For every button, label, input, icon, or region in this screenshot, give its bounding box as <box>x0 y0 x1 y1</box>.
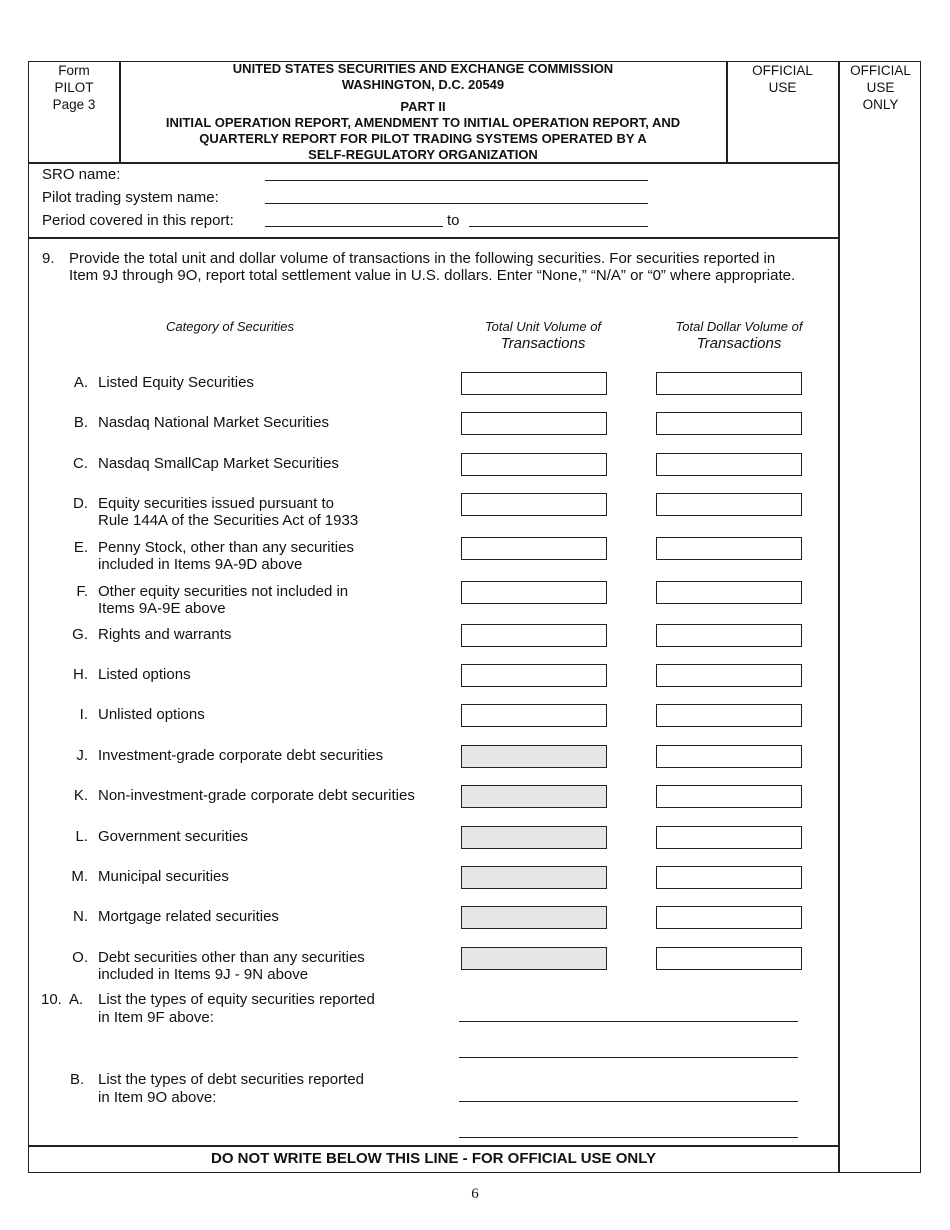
unit-volume-field[interactable] <box>461 372 607 395</box>
item-label: Nasdaq National Market Securities <box>98 414 329 431</box>
item-letter: O. <box>72 949 88 966</box>
question-9-number: 9. <box>42 250 55 267</box>
item-label: Government securities <box>98 828 249 845</box>
item-label: Mortgage related securities <box>98 908 279 925</box>
official-use-rule <box>28 1145 839 1147</box>
dollar-volume-field[interactable] <box>656 624 802 647</box>
agency-name: UNITED STATES SECURITIES AND EXCHANGE COMMISSION <box>232 61 614 76</box>
item-letter: M. <box>71 868 88 885</box>
sro-name-label: SRO name: <box>42 166 121 183</box>
dollar-volume-field[interactable] <box>656 745 802 768</box>
unit-volume-field[interactable] <box>461 493 607 516</box>
unit-volume-field[interactable] <box>461 624 607 647</box>
unit-volume-field[interactable] <box>461 537 607 560</box>
pilot-system-field[interactable] <box>265 203 648 204</box>
dollar-volume-field[interactable] <box>656 493 802 516</box>
form-label: Form PILOT Page 3 <box>52 63 96 112</box>
unit-volume-field[interactable] <box>461 745 607 768</box>
unit-volume-field[interactable] <box>461 906 607 929</box>
item-label: Listed options <box>98 666 191 683</box>
agency-city: WASHINGTON, D.C. 20549 <box>341 77 505 92</box>
item-label: Listed Equity Securities <box>98 374 254 391</box>
official-use-label: OFFICIAL USE <box>752 63 813 95</box>
question-10b-answer-line-1[interactable] <box>459 1101 798 1102</box>
question-10b-letter: B. <box>70 1071 85 1088</box>
item-label: Debt securities other than any securities included in Items 9J - 9N above <box>98 949 365 983</box>
unit-volume-field[interactable] <box>461 947 607 970</box>
official-use-only-label: OFFICIAL USE ONLY <box>850 63 911 112</box>
item-letter: N. <box>73 908 88 925</box>
question-10b-text: List the types of debt securities reported in Item 9O above: <box>98 1071 364 1106</box>
title-line-1: INITIAL OPERATION REPORT, AMENDMENT TO INITIAL OPERATION REPORT, AND <box>165 115 681 130</box>
dollar-volume-field[interactable] <box>656 453 802 476</box>
unit-volume-field[interactable] <box>461 704 607 727</box>
unit-volume-field[interactable] <box>461 664 607 687</box>
dollar-volume-field[interactable] <box>656 372 802 395</box>
unit-volume-field[interactable] <box>461 453 607 476</box>
item-label: Rights and warrants <box>98 626 232 643</box>
sro-name-field[interactable] <box>265 180 648 181</box>
unit-volume-field[interactable] <box>461 412 607 435</box>
dollar-volume-field[interactable] <box>656 785 802 808</box>
form-title-block <box>120 61 726 163</box>
item-letter: H. <box>73 666 88 683</box>
dollar-volume-field[interactable] <box>656 866 802 889</box>
info-bottom-rule <box>28 237 839 239</box>
dollar-volume-field[interactable] <box>656 537 802 560</box>
unit-volume-field[interactable] <box>461 826 607 849</box>
page-number: 6 <box>471 1186 479 1202</box>
item-letter: B. <box>73 414 88 431</box>
pilot-system-label: Pilot trading system name: <box>42 189 219 206</box>
question-10-number: 10. <box>41 991 62 1008</box>
item-label: Municipal securities <box>98 868 229 885</box>
item-letter: F. <box>76 583 88 600</box>
item-letter: C. <box>73 455 88 472</box>
unit-volume-field[interactable] <box>461 785 607 808</box>
dollar-volume-field[interactable] <box>656 664 802 687</box>
item-letter: E. <box>73 539 88 556</box>
question-9-text: Provide the total unit and dollar volume of transactions in the following securities. For securities reported in Item 9J through 9O, report total settlement value in U.S. dollars. Enter “None,” “N/A” or “0” where appropriate. <box>69 250 796 284</box>
item-label: Equity securities issued pursuant to Rule 144A of the Securities Act of 1933 <box>98 495 359 529</box>
item-letter: G. <box>72 626 88 643</box>
item-label: Nasdaq SmallCap Market Securities <box>98 455 339 472</box>
question-10a-answer-line-2[interactable] <box>459 1057 798 1058</box>
item-letter: L. <box>75 828 88 845</box>
dollar-volume-field[interactable] <box>656 906 802 929</box>
question-10a-text: List the types of equity securities reported in Item 9F above: <box>98 991 375 1026</box>
column-header-dollar-volume: Total Dollar Volume of Transactions <box>675 319 803 352</box>
period-label: Period covered in this report: <box>42 212 234 229</box>
unit-volume-field[interactable] <box>461 581 607 604</box>
item-label: Penny Stock, other than any securities included in Items 9A-9D above <box>98 539 354 573</box>
dollar-volume-field[interactable] <box>656 581 802 604</box>
item-letter: A. <box>73 374 88 391</box>
official-use-notice: DO NOT WRITE BELOW THIS LINE - FOR OFFICIAL USE ONLY <box>211 1150 656 1167</box>
item-label: Unlisted options <box>98 706 205 723</box>
part-label: PART II <box>400 99 446 114</box>
item-letter: J. <box>76 747 88 764</box>
dollar-volume-field[interactable] <box>656 412 802 435</box>
dollar-volume-field[interactable] <box>656 947 802 970</box>
title-line-2: QUARTERLY REPORT FOR PILOT TRADING SYSTEMS OPERATED BY A <box>199 131 647 146</box>
dollar-volume-field[interactable] <box>656 704 802 727</box>
item-letter: K. <box>73 787 88 804</box>
period-from-field[interactable] <box>265 226 443 227</box>
question-10a-answer-line-1[interactable] <box>459 1021 798 1022</box>
item-label: Other equity securities not included in Items 9A-9E above <box>98 583 349 617</box>
official-use-only-divider <box>838 61 840 1173</box>
item-label: Non-investment-grade corporate debt securities <box>98 787 415 804</box>
item-letter: D. <box>73 495 88 512</box>
item-letter: I. <box>79 706 88 723</box>
period-to-label: to <box>447 212 460 229</box>
column-header-unit-volume: Total Unit Volume of Transactions <box>484 319 602 352</box>
question-10a-letter: A. <box>69 991 84 1008</box>
dollar-volume-field[interactable] <box>656 826 802 849</box>
unit-volume-field[interactable] <box>461 866 607 889</box>
title-line-3: SELF-REGULATORY ORGANIZATION <box>308 147 538 162</box>
question-10b-answer-line-2[interactable] <box>459 1137 798 1138</box>
item-label: Investment-grade corporate debt securities <box>98 747 384 764</box>
column-header-category: Category of Securities <box>166 319 294 334</box>
period-to-field[interactable] <box>469 226 648 227</box>
